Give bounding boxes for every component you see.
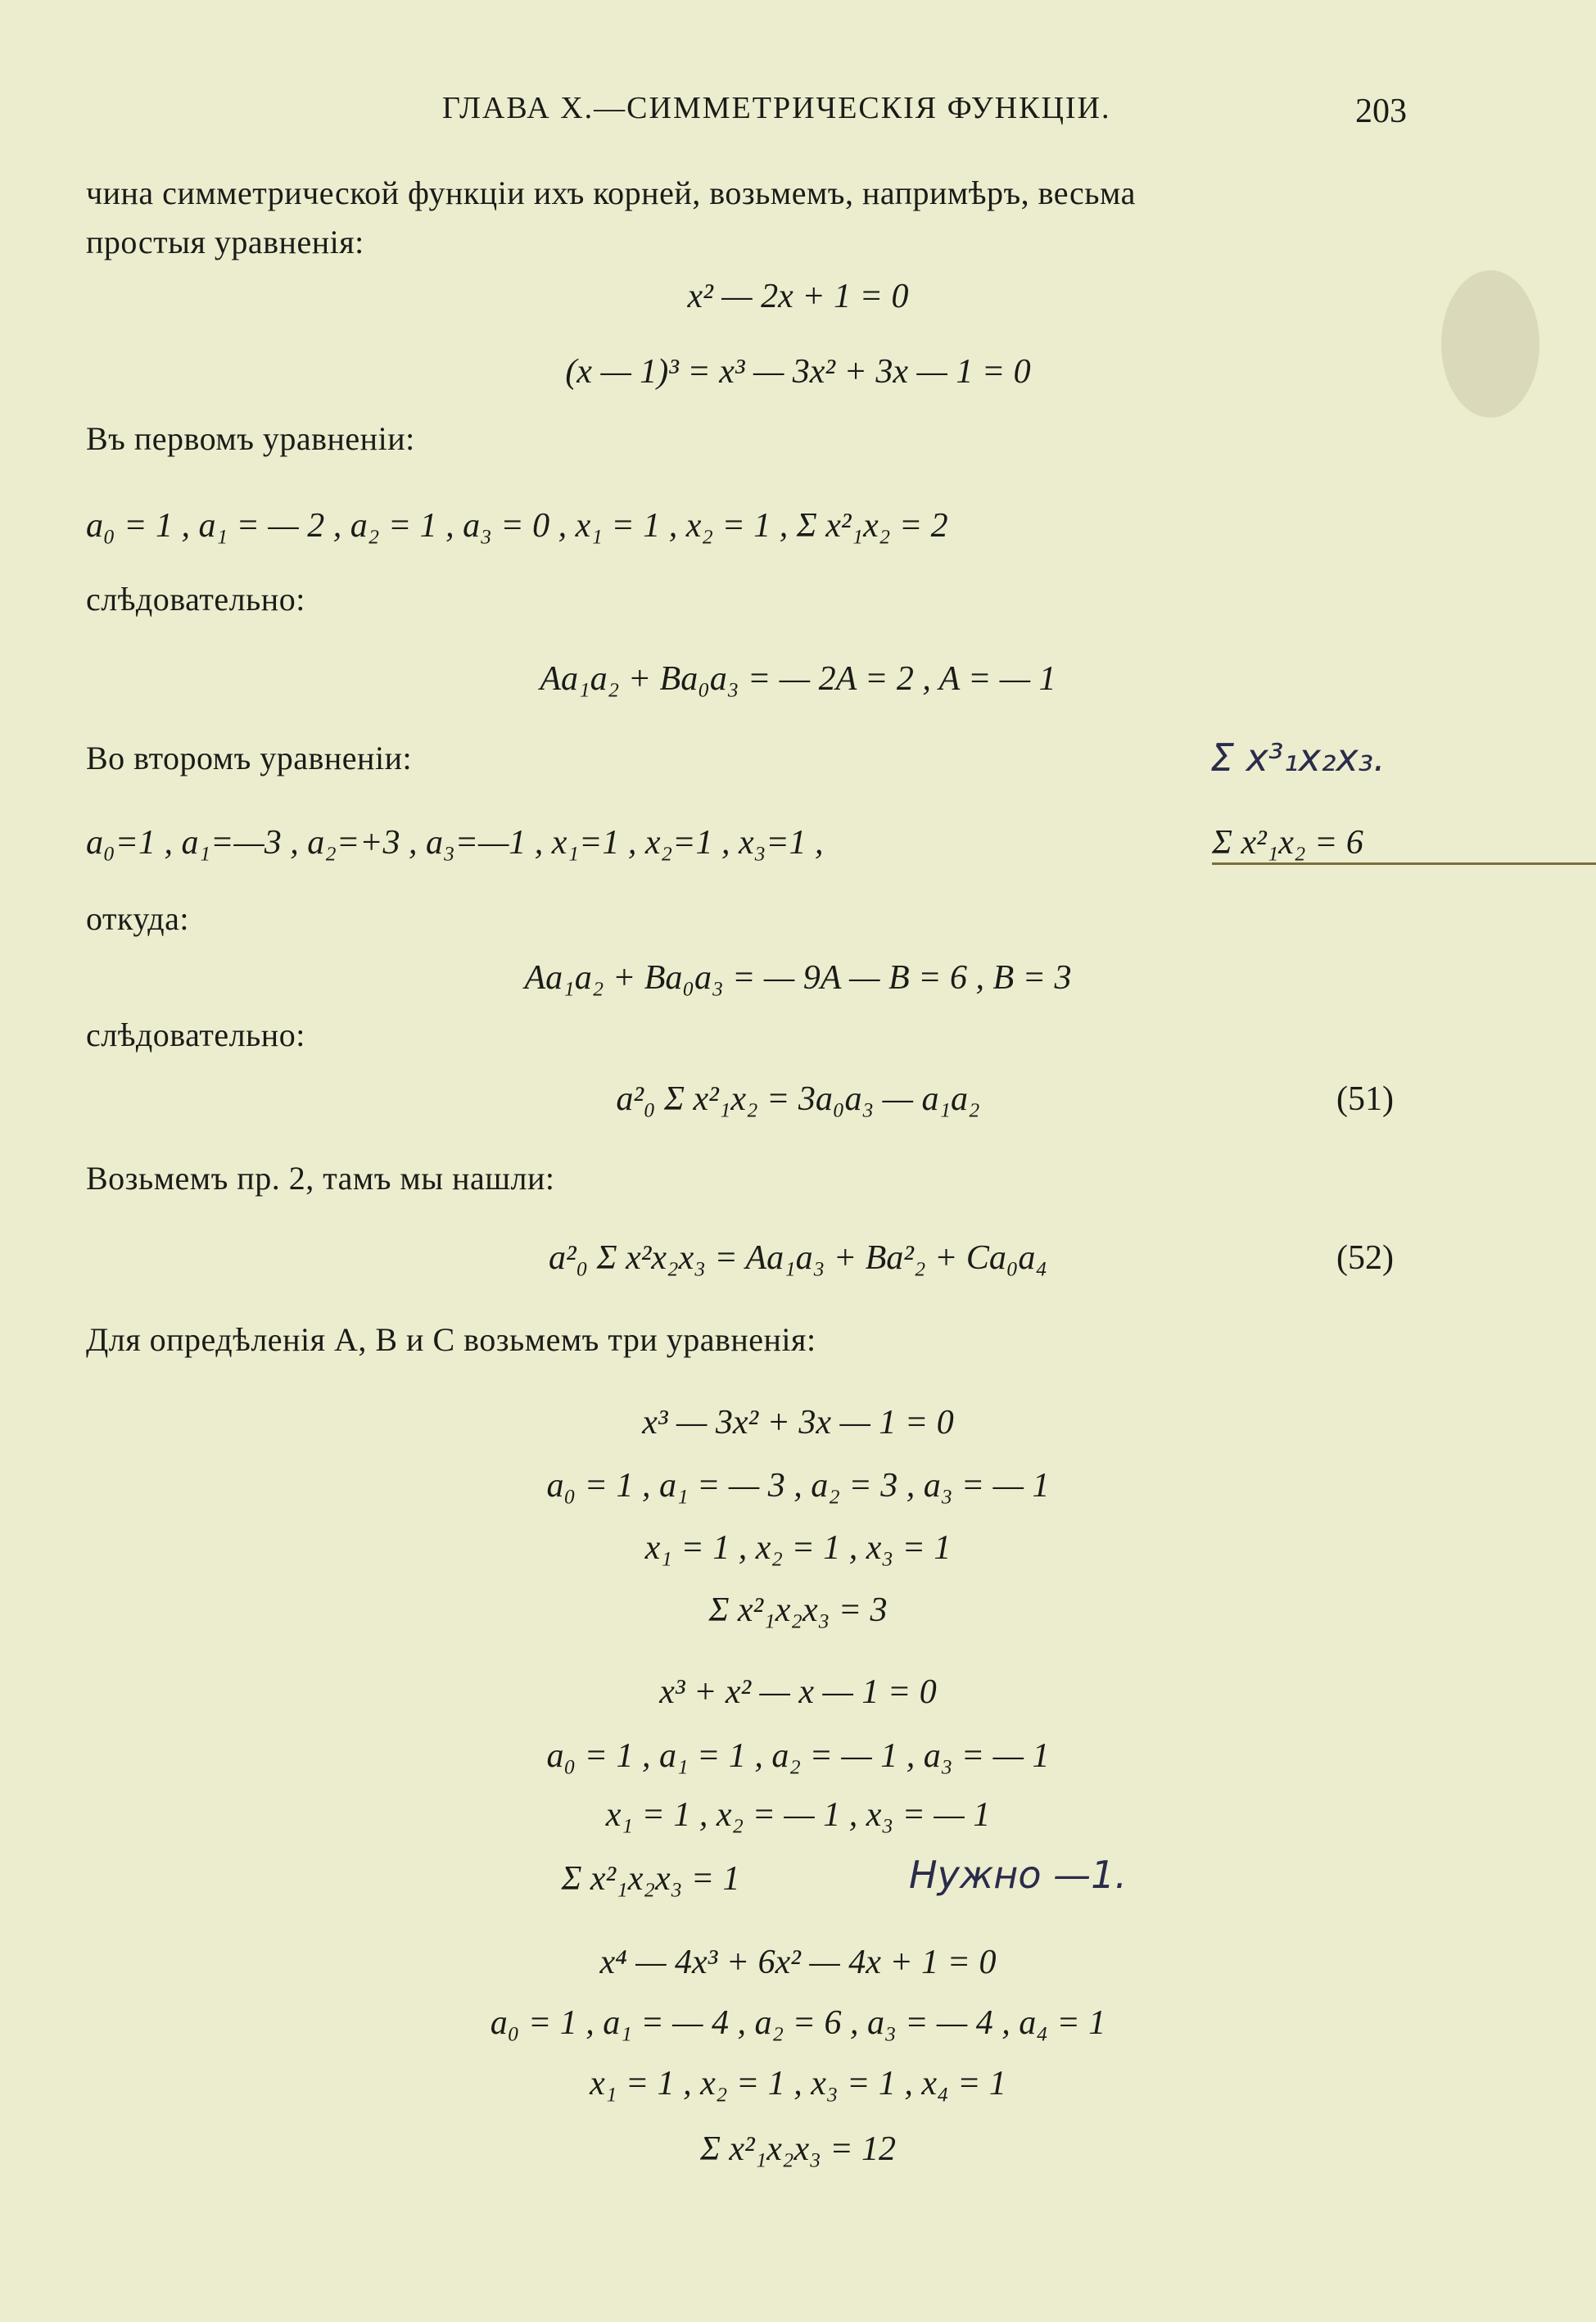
paragraph-line: Въ первомъ уравненіи: bbox=[86, 420, 415, 457]
equation: Σ x²₁x₂x₃ = 3 bbox=[708, 1591, 888, 1629]
paragraph-line: простыя уравненія: bbox=[86, 224, 364, 260]
equation-number: (51) bbox=[1336, 1080, 1394, 1118]
handwritten-note: Нужно —1. bbox=[909, 1853, 1127, 1897]
equation: Aa₁a₂ + Ba₀a₃ = — 9A — B = 6 , B = 3 bbox=[524, 959, 1072, 997]
equation: a₀ = 1 , a₁ = — 2 , a₂ = 1 , a₃ = 0 , x₁ = 1 , x₂ = 1 , Σ x²₁x₂ = 2 bbox=[86, 507, 948, 545]
paragraph-line: Для опредѣленія A, B и C возьмемъ три уравненія: bbox=[86, 1321, 816, 1358]
equation: a²₀ Σ x²₁x₂ = 3a₀a₃ — a₁a₂ bbox=[616, 1080, 980, 1118]
equation: a₀=1 , a₁=—3 , a₂=+3 , a₃=—1 , x₁=1 , x₂=1 , x₃=1 , bbox=[86, 824, 824, 862]
paragraph-line: Возьмемъ пр. 2, тамъ мы нашли: bbox=[86, 1160, 555, 1197]
equation-number: (52) bbox=[1336, 1239, 1394, 1277]
equation: x₁ = 1 , x₂ = — 1 , x₃ = — 1 bbox=[605, 1796, 991, 1834]
paragraph-line: Во второмъ уравненіи: bbox=[86, 740, 413, 776]
equation: a²₀ Σ x²x₂x₃ = Aa₁a₃ + Ba²₂ + Ca₀a₄ bbox=[548, 1239, 1048, 1277]
chapter-header: ГЛАВА X.—СИММЕТРИЧЕСКІЯ ФУНКЦІИ. bbox=[442, 91, 1111, 125]
page-number: 203 bbox=[1355, 93, 1407, 130]
paragraph-line: откуда: bbox=[86, 900, 190, 937]
equation: x₁ = 1 , x₂ = 1 , x₃ = 1 , x₄ = 1 bbox=[590, 2065, 1006, 2102]
handwritten-note: Σ x³₁x₂x₃. bbox=[1210, 736, 1386, 780]
equation: Aa₁a₂ + Ba₀a₃ = — 2A = 2 , A = — 1 bbox=[540, 660, 1056, 698]
equation: a₀ = 1 , a₁ = — 3 , a₂ = 3 , a₃ = — 1 bbox=[546, 1467, 1050, 1505]
paragraph-line: слѣдовательно: bbox=[86, 1016, 305, 1053]
equation: (x — 1)³ = x³ — 3x² + 3x — 1 = 0 bbox=[565, 353, 1031, 391]
equation: Σ x²₁x₂x₃ = 12 bbox=[699, 2130, 897, 2168]
paragraph-line: слѣдовательно: bbox=[86, 581, 305, 618]
equation: x₁ = 1 , x₂ = 1 , x₃ = 1 bbox=[644, 1529, 952, 1567]
equation-underlined: Σ x²₁x₂ = 6 bbox=[1212, 823, 1596, 865]
equation: x³ + x² — x — 1 = 0 bbox=[659, 1673, 937, 1711]
equation: x² — 2x + 1 = 0 bbox=[687, 278, 909, 315]
equation: a₀ = 1 , a₁ = — 4 , a₂ = 6 , a₃ = — 4 , a₄ = 1 bbox=[490, 2004, 1106, 2042]
paragraph-line: чина симметрической функціи ихъ корней, возьмемъ, напримѣръ, весьма bbox=[86, 174, 1136, 211]
equation: a₀ = 1 , a₁ = 1 , a₂ = — 1 , a₃ = — 1 bbox=[546, 1737, 1050, 1775]
equation: Σ x²₁x₂x₃ = 1 bbox=[561, 1860, 740, 1898]
equation: x⁴ — 4x³ + 6x² — 4x + 1 = 0 bbox=[599, 1944, 997, 1981]
equation: x³ — 3x² + 3x — 1 = 0 bbox=[642, 1404, 954, 1442]
